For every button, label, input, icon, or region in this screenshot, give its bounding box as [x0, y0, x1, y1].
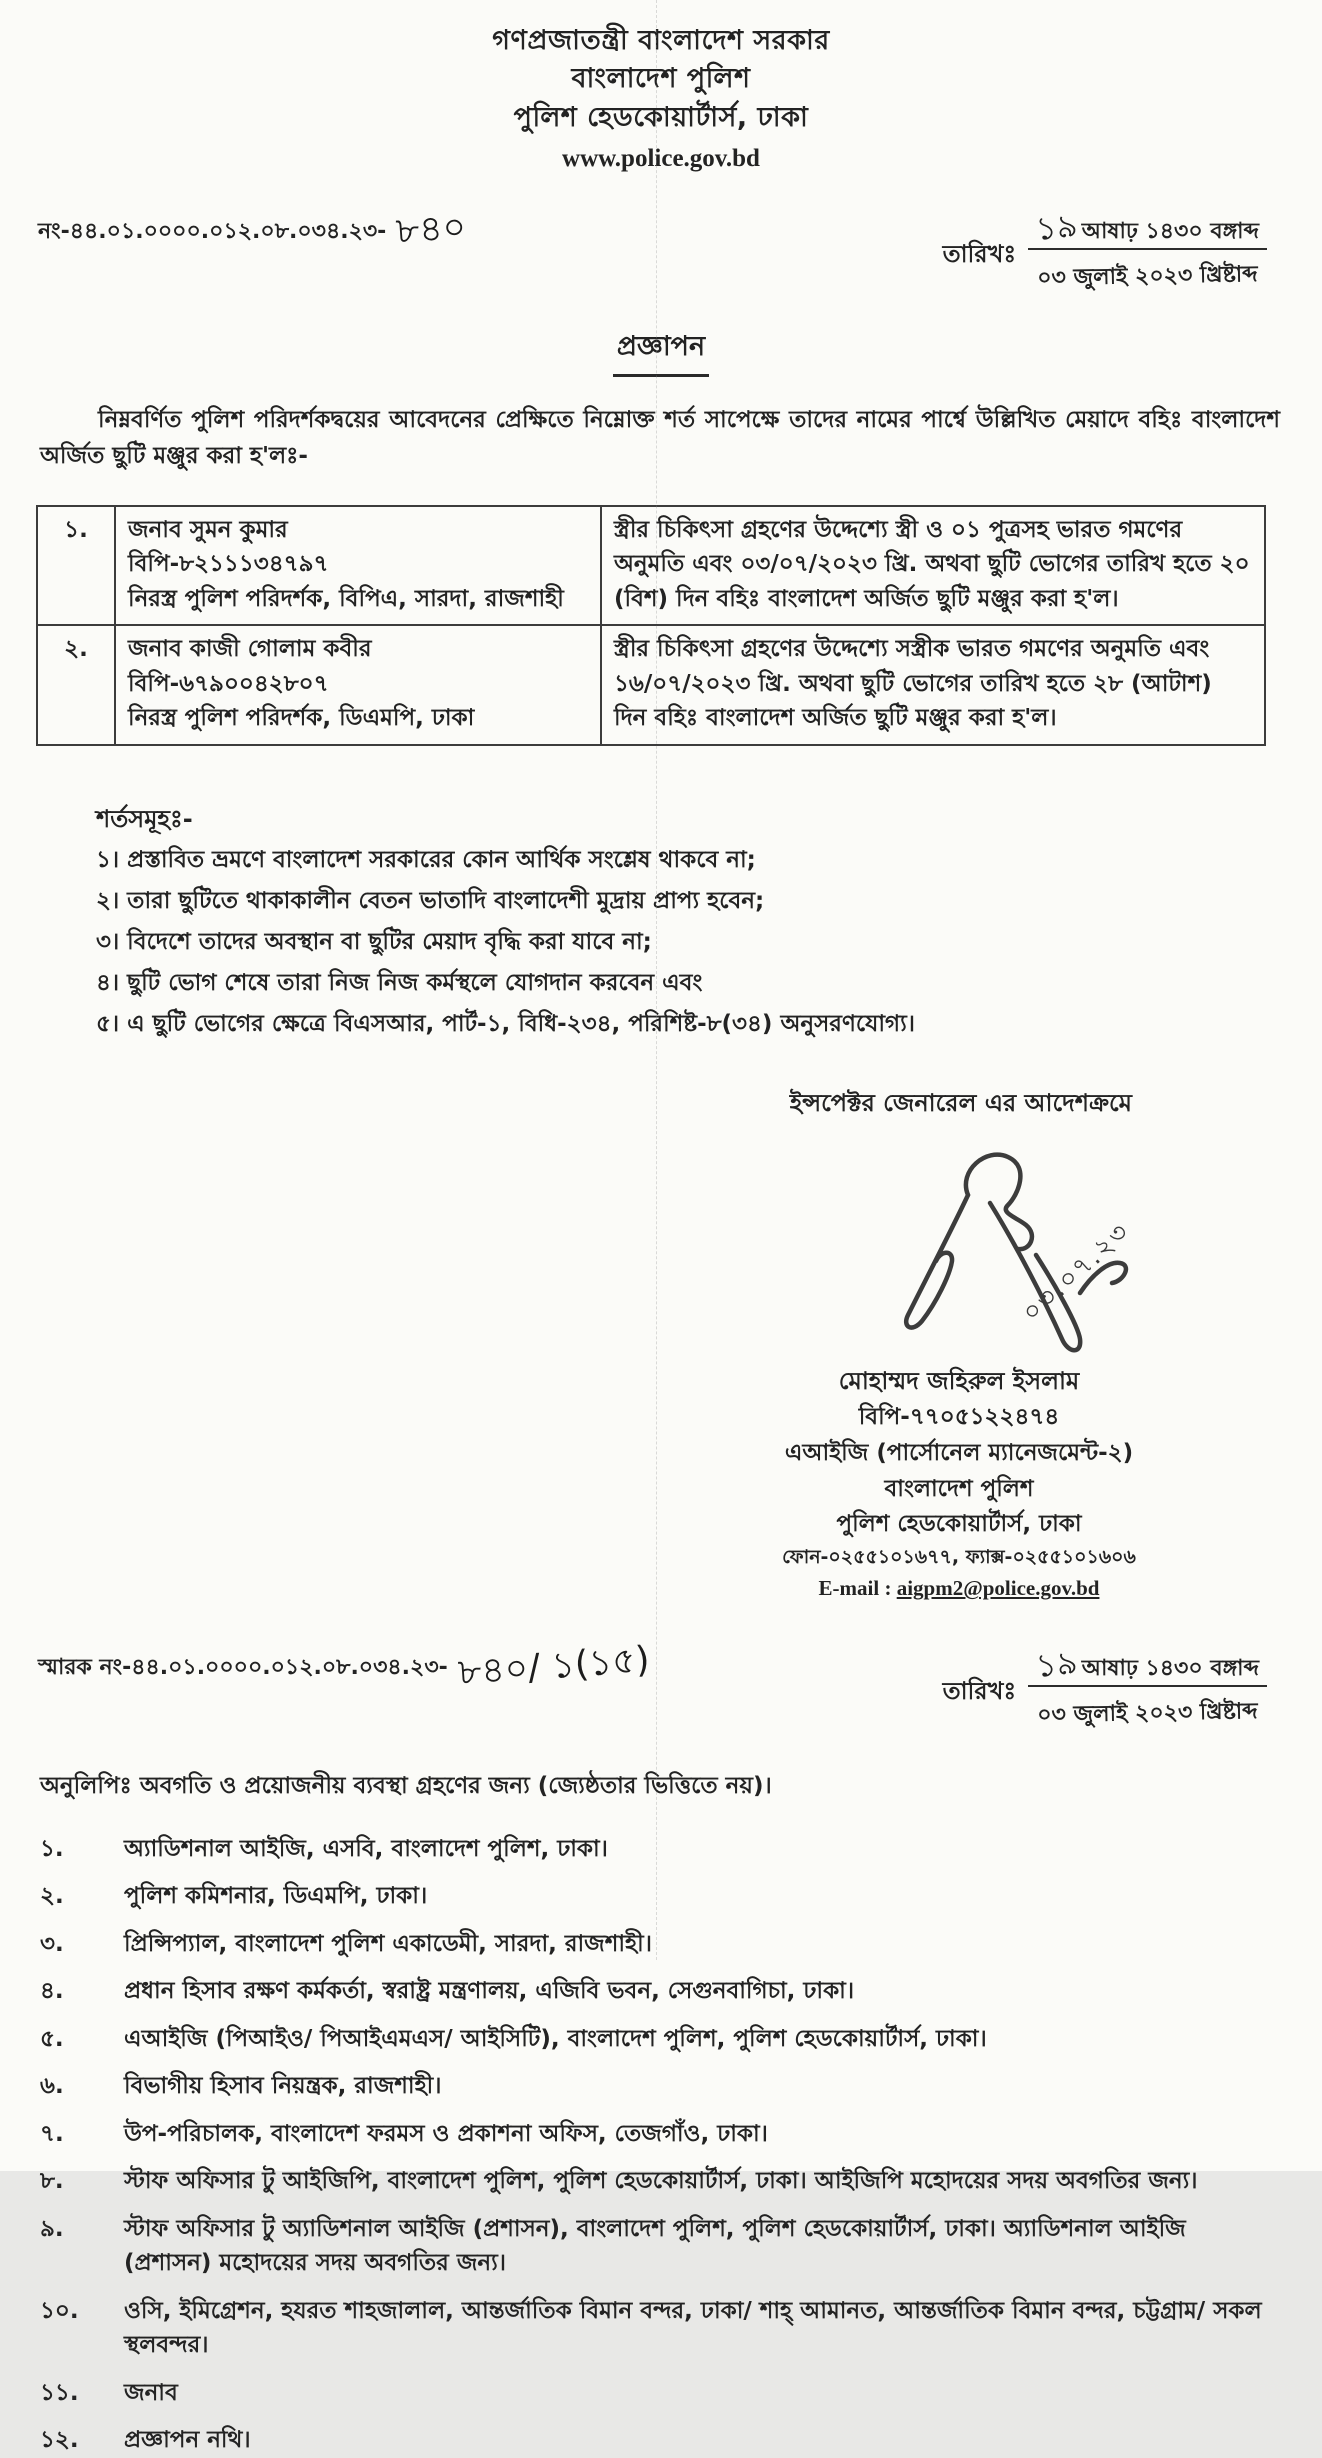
signature-date-handwritten: ০৩.০৭.২৩	[1016, 1216, 1137, 1329]
date-label: তারিখঃ	[942, 240, 1017, 269]
distribution-item-text: পুলিশ কমিশনার, ডিএমপি, ঢাকা।	[124, 1883, 428, 1910]
distribution-item-number: ১.	[40, 1835, 64, 1862]
distribution-item	[40, 1832, 1280, 1867]
date-block	[943, 202, 1267, 296]
distribution-item	[40, 1927, 1280, 1962]
memo2-number-handwritten: ৮৪০/ ১(১৫)	[456, 1639, 651, 1694]
by-order-line: ইন্সপেক্টর জেনারেল এর আদেশক্রমে	[789, 1089, 1132, 1118]
document-header	[0, 0, 1322, 176]
distribution-item-number: ১০.	[40, 2297, 79, 2324]
signatory-phone-fax: ফোন-০২৫৫১০১৬৭৭, ফ্যাক্স-০২৫৫১০১৬০৬	[782, 1545, 1136, 1568]
date-block-2	[943, 1639, 1267, 1733]
leave-details: স্ত্রীর চিকিৎসা গ্রহণের উদ্দেশ্যে স্ত্রী ও ০১ পুত্রসহ ভারত গমণের অনুমতি এবং ০৩/০৭/২০২৩ খ্রি. অথবা ছুটি ভোগের তারিখ হতে ২০ (বিশ) দিন বহিঃ বাংলাদেশ অর্জিত ছুটি মঞ্জুর করা হ'ল।	[601, 506, 1265, 626]
distribution-item	[40, 2022, 1280, 2057]
distribution-item-number: ১১.	[40, 2379, 79, 2406]
serial-cell: ১.	[37, 506, 115, 626]
copy-note: অনুলিপিঃ অবগতি ও প্রয়োজনীয় ব্যবস্থা গ্রহণের জন্য (জ্যেষ্ঠতার ভিত্তিতে নয়)।	[40, 1772, 772, 1799]
distribution-item-text: ওসি, ইমিগ্রেশন, হযরত শাহজালাল, আন্তর্জাতিক বিমান বন্দর, ঢাকা/ শাহ্ আমানত, আন্তর্জাতিক বিমান বন্দর, চট্টগ্রাম/ সকল স্থলবন্দর।	[124, 2297, 1262, 2359]
distribution-item-text: বিভাগীয় হিসাব নিয়ন্ত্রক, রাজশাহী।	[124, 2073, 442, 2100]
memo2-number-label: স্মারক নং-৪৪.০১.০০০০.০১২.০৮.০৩৪.২৩-	[38, 1655, 448, 1681]
officer-cell	[115, 625, 601, 745]
government-name: গণপ্রজাতন্ত্রী বাংলাদেশ সরকার	[492, 25, 830, 56]
distribution-item-text: স্টাফ অফিসার টু অ্যাডিশনাল আইজি (প্রশাসন), বাংলাদেশ পুলিশ, পুলিশ হেডকোয়ার্টার্স, ঢাকা। অ্যাডিশনাল আইজি (প্রশাসন) মহোদয়ের সদয় অবগতির জন্য।	[124, 2215, 1186, 2277]
officer-bp: বিপি-৬৭৯০০৪২৮০৭	[128, 670, 329, 697]
leave-table	[36, 505, 1266, 746]
table-row	[37, 625, 1265, 745]
distribution-item	[40, 2117, 1280, 2152]
table-row	[37, 506, 1265, 626]
distribution-item-text: উপ-পরিচালক, বাংলাদেশ ফরমস ও প্রকাশনা অফিস, তেজগাঁও, ঢাকা।	[124, 2120, 768, 2147]
distribution-item-text: জনাব	[124, 2379, 178, 2406]
distribution-item-number: ৮.	[40, 2168, 64, 2195]
distribution-item-text: প্রজ্ঞাপন নথি।	[124, 2427, 251, 2454]
date-stack	[1028, 202, 1267, 296]
distribution-list	[40, 1832, 1280, 2458]
signatory-bp: বিপি-৭৭০৫১২২৪৭৪	[858, 1404, 1060, 1431]
officer-designation: নিরস্ত্র পুলিশ পরিদর্শক, বিপিএ, সারদা, রাজশাহী	[128, 585, 564, 612]
signatory-designation: এআইজি (পার্সোনেল ম্যানেজমেন্ট-২)	[784, 1440, 1134, 1466]
distribution-item-text: প্রিন্সিপ্যাল, বাংলাদেশ পুলিশ একাডেমী, সারদা, রাজশাহী।	[124, 1930, 652, 1957]
distribution-item-number: ৬.	[40, 2073, 64, 2100]
email-address: aigpm2@police.gov.bd	[896, 1576, 1100, 1601]
distribution-item-number: ৫.	[40, 2025, 64, 2052]
date-bangla-2	[1028, 1642, 1267, 1687]
date-stack-2	[1028, 1639, 1267, 1733]
leave-details: স্ত্রীর চিকিৎসা গ্রহণের উদ্দেশ্যে সস্ত্রীক ভারত গমণের অনুমতি এবং ১৬/০৭/২০২৩ খ্রি. অথবা ছুটি ভোগের তারিখ হতে ২৮ (আটাশ) দিন বহিঃ বাংলাদেশ অর্জিত ছুটি মঞ্জুর করা হ'ল।	[601, 625, 1265, 745]
date-bangla-rest-2: আষাঢ় ১৪৩০ বঙ্গাব্দ	[1081, 1655, 1259, 1681]
memo-number	[38, 202, 466, 262]
distribution-item	[40, 1879, 1280, 1914]
serial-cell: ২.	[37, 625, 115, 745]
date-bangla-rest: আষাঢ় ১৪৩০ বঙ্গাব্দ	[1081, 219, 1259, 245]
distribution-item-number: ৭.	[40, 2120, 64, 2147]
officer-name: জনাব কাজী গোলাম কবীর	[128, 636, 372, 663]
memo-number-row	[38, 202, 1267, 296]
distribution-item	[40, 1974, 1280, 2009]
organization-name: বাংলাদেশ পুলিশ	[571, 63, 751, 95]
date-gregorian: ০৩ জুলাই ২০২৩ খ্রিষ্টাব্দ	[1037, 262, 1258, 292]
conditions-heading: শর্তসমূহঃ-	[96, 804, 193, 833]
distribution-item-text: এআইজি (পিআইও/ পিআইএমএস/ আইসিটি), বাংলাদেশ পুলিশ, পুলিশ হেডকোয়ার্টার্স, ঢাকা।	[124, 2025, 987, 2052]
distribution-item-number: ৯.	[40, 2215, 64, 2242]
memo2-number	[38, 1639, 650, 1699]
office-name: পুলিশ হেডকোয়ার্টার্স, ঢাকা	[513, 101, 809, 133]
officer-cell	[115, 506, 601, 626]
distribution-item-number: ৩.	[40, 1930, 64, 1957]
email-label: E-mail :	[818, 1576, 897, 1601]
distribution-item-text: স্টাফ অফিসার টু আইজিপি, বাংলাদেশ পুলিশ, পুলিশ হেডকোয়ার্টার্স, ঢাকা। আইজিপি মহোদয়ের সদয় অবগতির জন্য।	[124, 2168, 1198, 2195]
officer-designation: নিরস্ত্র পুলিশ পরিদর্শক, ডিএমপি, ঢাকা	[128, 705, 475, 732]
distribution-item	[40, 2164, 1280, 2199]
page-fold-line	[656, 0, 657, 1960]
signature-area	[0, 1133, 1322, 1373]
date-label-2: তারিখঃ	[942, 1676, 1017, 1705]
date-bangla	[1028, 206, 1267, 250]
signatory-office: পুলিশ হেডকোয়ার্টার্স, ঢাকা	[836, 1511, 1082, 1538]
signatory-email-line	[724, 1572, 1194, 1605]
condition-item: ১। প্রস্তাবিত ভ্রমণে বাংলাদেশ সরকারের কোন আর্থিক সংশ্লেষ থাকবে না;	[96, 847, 756, 874]
condition-item: ৪। ছুটি ভোগ শেষে তারা নিজ নিজ কর্মস্থলে যোগদান করবেন এবং	[96, 970, 703, 997]
distribution-item-number: ৪.	[40, 1978, 64, 2005]
memo-number-label: নং-৪৪.০১.০০০০.০১২.০৮.০৩৪.২৩-	[38, 218, 387, 244]
title-wrap	[0, 326, 1322, 377]
distribution-item	[40, 2069, 1280, 2104]
date-gregorian-2: ০৩ জুলাই ২০২৩ খ্রিষ্টাব্দ	[1037, 1698, 1258, 1728]
memo-number-handwritten: ৮৪০	[394, 207, 468, 253]
distribution-item	[40, 2376, 1280, 2411]
page-title: প্রজ্ঞাপন	[613, 326, 709, 377]
distribution-item-text: অ্যাডিশনাল আইজি, এসবি, বাংলাদেশ পুলিশ, ঢাকা।	[124, 1835, 608, 1862]
officer-name: জনাব সুমন কুমার	[128, 516, 288, 543]
memo2-number-row	[38, 1639, 1267, 1733]
condition-item: ৩। বিদেশে তাদের অবস্থান বা ছুটির মেয়াদ বৃদ্ধি করা যাবে না;	[96, 929, 652, 956]
signatory-name: মোহাম্মদ জহিরুল ইসলাম	[838, 1367, 1080, 1396]
date-bangla-day-handwritten-2: ১৯	[1034, 1642, 1080, 1685]
intro-paragraph: নিম্নবর্ণিত পুলিশ পরিদর্শকদ্বয়ের আবেদনের প্রেক্ষিতে নিম্নোক্ত শর্ত সাপেক্ষে তাদের নামের পার্শ্বে উল্লিখিত মেয়াদে বহিঃ বাংলাদেশ অর্জিত ছুটি মঞ্জুর করা হ'লঃ-	[40, 407, 1280, 470]
website-text: www.police.gov.bd	[562, 144, 760, 172]
date-bangla-day-handwritten: ১৯	[1034, 206, 1080, 249]
distribution-item	[40, 2212, 1280, 2281]
distribution-item	[40, 2423, 1280, 2458]
condition-item: ২। তারা ছুটিতে থাকাকালীন বেতন ভাতাদি বাংলাদেশী মুদ্রায় প্রাপ্য হবেন;	[96, 888, 765, 915]
signatory-block	[724, 1363, 1194, 1605]
signatory-org: বাংলাদেশ পুলিশ	[884, 1475, 1034, 1502]
distribution-item-number: ১২.	[40, 2427, 79, 2454]
distribution-item-number: ২.	[40, 1883, 64, 1910]
condition-item: ৫। এ ছুটি ভোগের ক্ষেত্রে বিএসআর, পার্ট-১, বিধি-২৩৪, পরিশিষ্ট-৮(৩৪) অনুসরণযোগ্য।	[96, 1011, 915, 1038]
conditions-section	[96, 798, 1322, 1045]
distribution-item	[40, 2294, 1280, 2363]
officer-bp: বিপি-৮২১১১৩৪৭৯৭	[128, 551, 329, 578]
distribution-item-text: প্রধান হিসাব রক্ষণ কর্মকর্তা, স্বরাষ্ট্র মন্ত্রণালয়, এজিবি ভবন, সেগুনবাগিচা, ঢাকা।	[124, 1978, 855, 2005]
